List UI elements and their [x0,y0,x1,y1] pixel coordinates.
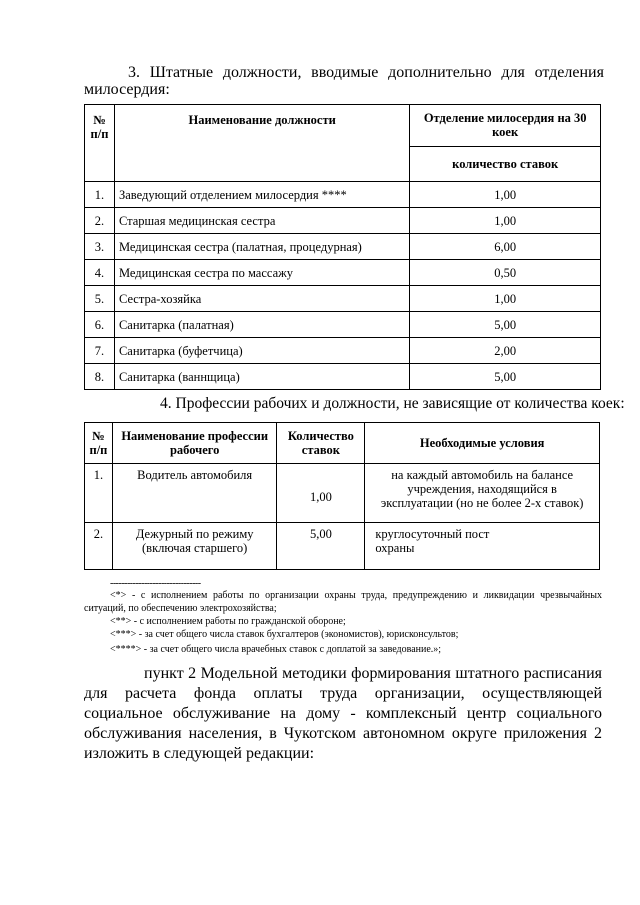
table-row [85,312,601,338]
row-quantity: 1,00 [277,464,365,523]
table-row [85,182,601,208]
heading-word: должности, [222,64,302,81]
staff-positions-table [84,104,601,390]
footnote-3: <***> - за счет общего числа ставок бухгалтеров (экономистов), юрисконсультов; [110,629,459,640]
row-value: 1,00 [410,182,601,208]
table-row [85,523,600,570]
header-quantity: Количество ставок [277,423,365,464]
footnote-1: <*> - с исполнением работы по организации охраны труда, предупреждению и ликвидации чрезвычайных ситуаций, по обеспечению электрохозяйства; [84,590,602,614]
header-num: № п/п [85,105,115,182]
row-profession: Дежурный по режиму (включая старшего) [112,523,277,570]
footnote-separator: -------------------------------- [110,578,201,589]
heading-word: дополнительно [388,64,492,81]
header-conditions: Необходимые условия [365,423,600,464]
workers-table [84,422,600,570]
row-num: 2. [85,208,115,234]
row-position: Старшая медицинская сестра [114,208,409,234]
row-conditions: на каждый автомобиль на балансе учреждения, находящийся в эксплуатации (но не более 2-х ставок) [365,464,600,523]
heading-word: для [501,64,525,81]
heading-word: отделения [534,64,604,81]
table-header-row [85,423,600,464]
row-value: 2,00 [410,338,601,364]
header-department: Отделение милосердия на 30 коек [410,105,601,147]
row-num: 6. [85,312,115,338]
section-3-heading [84,64,604,98]
row-value: 1,00 [410,286,601,312]
row-value: 6,00 [410,234,601,260]
section-4-heading: 4. Профессии рабочих и должности, не зависящие от количества коек: [160,395,625,412]
table-header-row [85,105,601,147]
row-conditions: круглосуточный пост охраны [365,523,600,570]
row-profession: Водитель автомобиля [112,464,277,523]
row-num: 8. [85,364,115,390]
table-row [85,208,601,234]
heading-word: вводимые [311,64,379,81]
row-num: 5. [85,286,115,312]
row-position: Медицинская сестра (палатная, процедурная) [114,234,409,260]
row-value: 5,00 [410,312,601,338]
table-row [85,338,601,364]
footnote-4: <****> - за счет общего числа врачебных ставок с доплатой за заведование.»; [110,644,442,655]
row-value: 5,00 [410,364,601,390]
row-num: 1. [85,464,113,523]
header-num: № п/п [85,423,113,464]
row-position: Санитарка (ваннщица) [114,364,409,390]
table-row [85,464,600,523]
closing-paragraph-text: пункт 2 Модельной методики формирования штатного расписания для расчета фонда оплаты труда организации, осуществляющей социальное обслуживание на дому - комплексный центр социального обслуживания населения, в Чукотском автономном округе приложения 2 изложить в следующей редакции: [84,665,602,762]
row-num: 1. [85,182,115,208]
row-position: Медицинская сестра по массажу [114,260,409,286]
closing-paragraph [84,664,602,764]
row-value: 1,00 [410,208,601,234]
table-row [85,286,601,312]
row-position: Заведующий отделением милосердия **** [114,182,409,208]
row-num: 4. [85,260,115,286]
table-row [85,364,601,390]
section-3-heading-line2: милосердия: [84,81,170,98]
row-position: Санитарка (буфетчица) [114,338,409,364]
row-value: 0,50 [410,260,601,286]
heading-word: Штатные [149,64,214,81]
row-position: Сестра-хозяйка [114,286,409,312]
header-position-name: Наименование должности [114,105,409,182]
row-position: Санитарка (палатная) [114,312,409,338]
row-num: 2. [85,523,113,570]
footnote-2: <**> - с исполнением работы по гражданской обороне; [110,616,346,627]
table-row [85,234,601,260]
header-profession: Наименование профессии рабочего [112,423,277,464]
header-rate-count: количество ставок [410,146,601,181]
row-num: 3. [85,234,115,260]
row-quantity: 5,00 [277,523,365,570]
section-3-heading-line1 [84,64,604,81]
table-row [85,260,601,286]
heading-word: 3. [128,64,140,81]
row-num: 7. [85,338,115,364]
